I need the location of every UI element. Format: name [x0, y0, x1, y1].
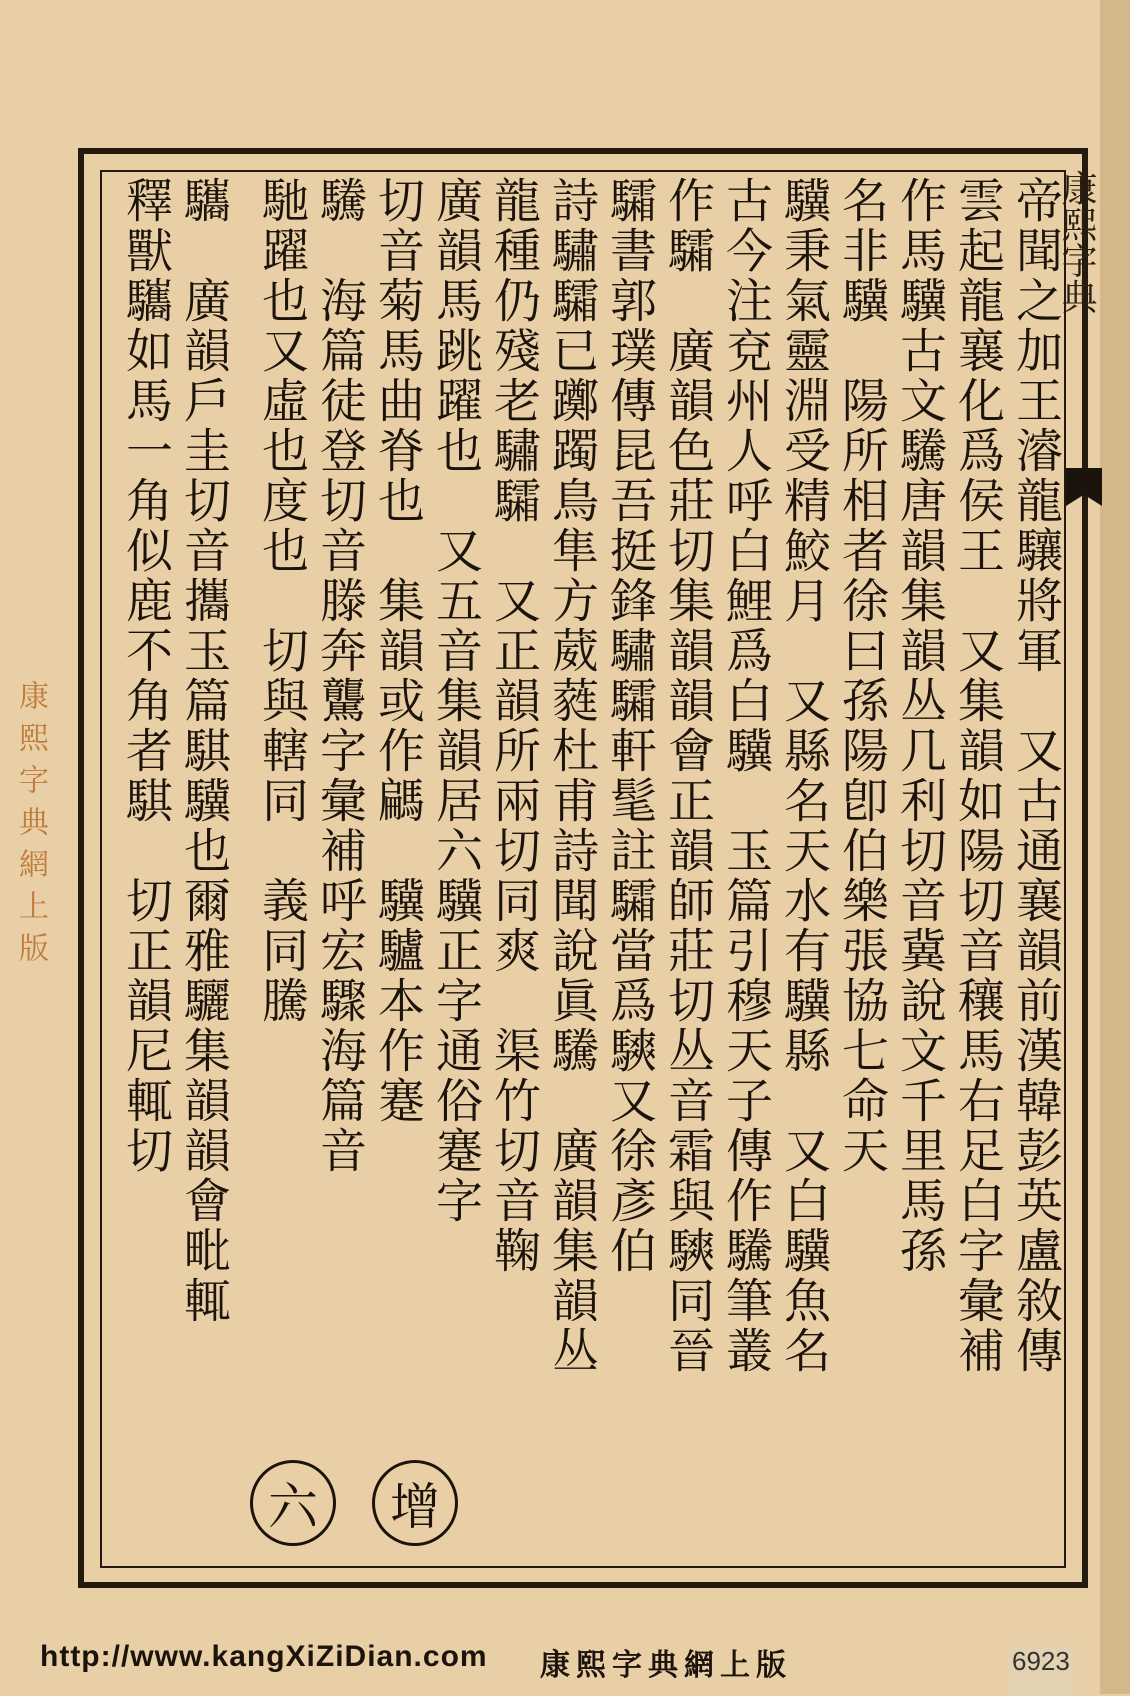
text-column-5: 驥秉氣靈淵受精鮫月 又縣名天水有驥縣 又白驥魚名 — [776, 176, 831, 1376]
text-column-4: 名非驥 陽所相者徐曰孫陽卽伯樂張協七命天 — [834, 176, 889, 1176]
liu-circle-mark: 六 — [250, 1460, 336, 1546]
text-column-3: 作馬驥古文驣唐韻集韻丛几利切音冀說文千里馬孫 — [892, 176, 947, 1276]
text-column-8: 驦書郭璞傳昆吾挺鋒驌驦軒髦註驦當爲騻又徐彥伯 — [602, 176, 657, 1276]
text-column-13: 驣 海篇徒登切音滕奔驡字彙補呼宏驟海篇音 — [312, 176, 367, 1176]
page-number: 6923 — [1008, 1646, 1074, 1696]
text-column-7: 作驦 廣韻色莊切集韻韻會正韻師莊切丛音霜與騻同晉 — [660, 176, 715, 1376]
running-book-title: 康熙字典 — [1056, 170, 1097, 314]
text-column-1: 帝聞之加王濬龍驤將軍 又古通襄韻前漢韓彭英盧敘傳 — [1008, 176, 1063, 1376]
text-column-11: 廣韻馬跳躍也 又五音集韻居六驥正字通俗蹇字 — [428, 176, 483, 1226]
text-column-12: 切音菊馬曲脊也 集韻或作騗 驥驢本作蹇 — [370, 176, 425, 1126]
text-column-6: 古今注兗州人呼白鯉爲白驥 玉篇引穆天子傳作驣筆叢 — [718, 176, 773, 1376]
text-column-16: 釋獸驨如馬一角似鹿不角者騏 切正韻尼輒切 — [118, 176, 173, 1176]
text-column-2: 雲起龍襄化爲侯王 又集韻如陽切音穰馬右足白字彙補 — [950, 176, 1005, 1376]
text-column-9: 詩驌驦已躑躅鳥隼方葳蕤杜甫詩聞說眞驣 廣韻集韻丛 — [544, 176, 599, 1376]
text-column-10: 龍種仍殘老驌驦 又正韻所兩切同爽 渠竹切音鞠 — [486, 176, 541, 1276]
zeng-circle-mark: 增 — [372, 1460, 458, 1546]
footer-title: 康熙字典網上版 — [540, 1648, 792, 1683]
text-column-15: 驨 廣韻戶圭切音攜玉篇騏驥也爾雅驪集韻韻會毗輒 — [176, 176, 231, 1326]
side-watermark-label: 康熙字典網上版 — [13, 680, 48, 974]
text-column-14: 馳躍也又虛也度也 切與轄同 義同騰 — [254, 176, 309, 1026]
page-gutter — [1100, 0, 1130, 1694]
footer-url: http://www.kangXiZiDian.com — [40, 1640, 488, 1673]
